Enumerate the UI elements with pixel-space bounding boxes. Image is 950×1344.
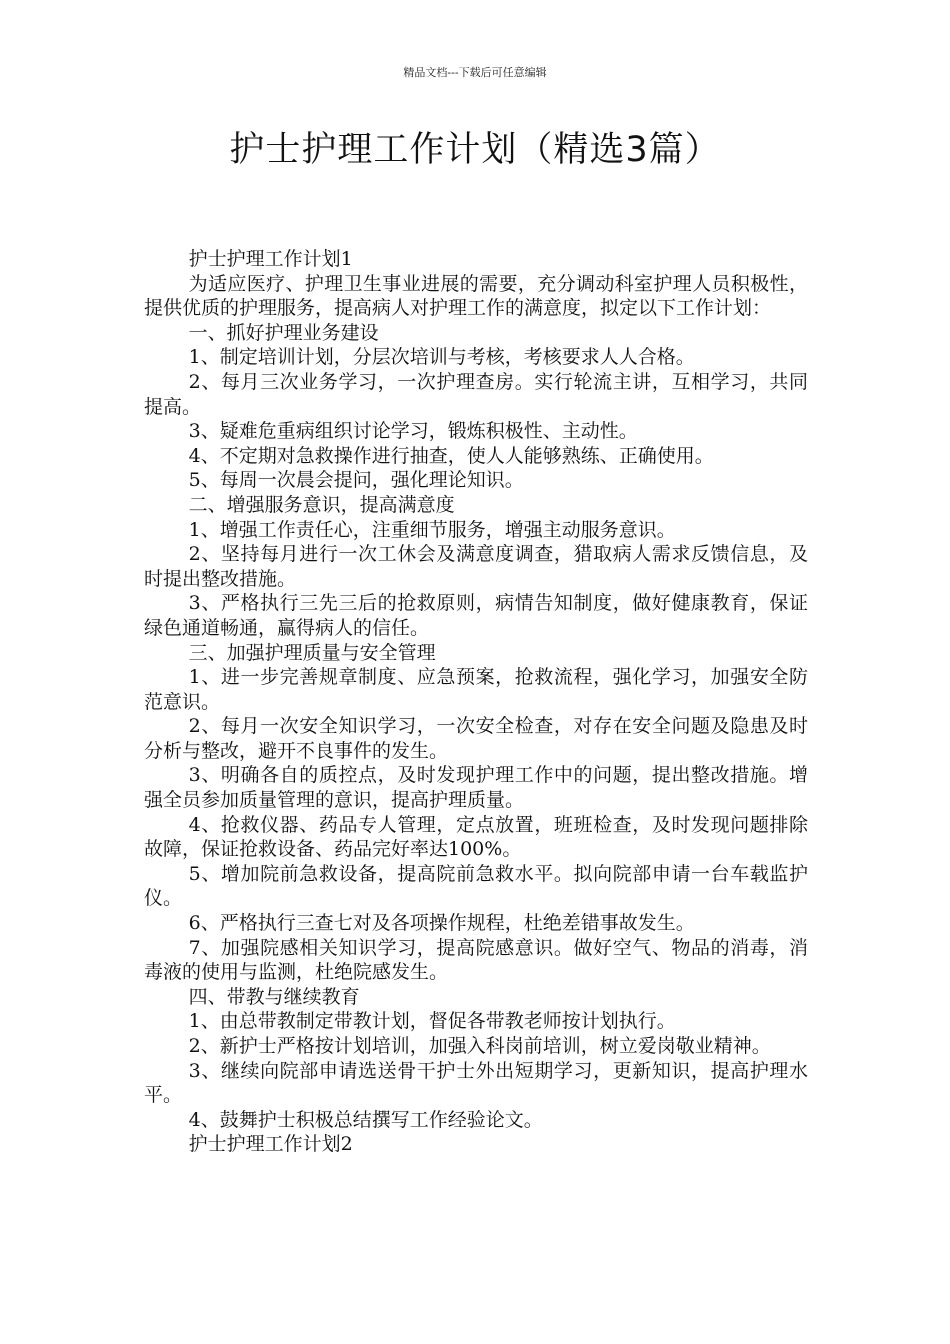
section-heading: 四、带教与继续教育 — [188, 985, 360, 1008]
paragraph: 2、每月三次业务学习，一次护理查房。实行轮流主讲，互相学习，共同提高。 — [144, 370, 808, 418]
paragraph: 4、不定期对急救操作进行抽查，使人人能够熟练、正确使用。 — [188, 444, 714, 467]
paragraph: 1、增强工作责任心，注重细节服务，增强主动服务意识。 — [188, 518, 676, 541]
section-heading: 护士护理工作计划1 — [188, 248, 353, 270]
paragraph: 4、鼓舞护士积极总结撰写工作经验论文。 — [188, 1108, 543, 1131]
paragraph: 2、每月一次安全知识学习，一次安全检查，对存在安全问题及隐患及时分析与整改，避开不良事件的发生。 — [144, 715, 808, 762]
paragraph: 3、疑难危重病组织讨论学习，锻炼积极性、主动性。 — [188, 420, 638, 443]
section-heading: 二、增强服务意识，提高满意度 — [188, 493, 455, 516]
section-heading: 三、加强护理质量与安全管理 — [188, 641, 436, 664]
paragraph: 5、增加院前急救设备，提高院前急救水平。拟向院部申请一台车载监护仪。 — [144, 862, 808, 910]
document-title: 护士护理工作计划（精选3篇） — [229, 130, 721, 170]
paragraph: 2、新护士严格按计划培训，加强入科岗前培训，树立爱岗敬业精神。 — [188, 1035, 771, 1057]
paragraph: 1、由总带教制定带教计划，督促各带教老师按计划执行。 — [188, 1010, 676, 1033]
paragraph: 1、进一步完善规章制度、应急预案，抢救流程，强化学习，加强安全防范意识。 — [144, 666, 808, 713]
paragraph: 2、坚持每月进行一次工休会及满意度调查，猎取病人需求反馈信息，及时提出整改措施。 — [144, 543, 808, 590]
header-note: 精品文档---下载后可任意编辑 — [403, 66, 547, 79]
paragraph: 为适应医疗、护理卫生事业进展的需要，充分调动科室护理人员积极性，提供优质的护理服务，提高病人对护理工作的满意度，拟定以下工作计划： — [144, 272, 808, 320]
document-body — [144, 247, 808, 1157]
paragraph: 3、继续向院部申请选送骨干护士外出短期学习，更新知识，提高护理水平。 — [144, 1059, 808, 1107]
paragraph: 1、制定培训计划，分层次培训与考核，考核要求人人合格。 — [188, 346, 695, 369]
section-heading: 护士护理工作计划2 — [188, 1133, 353, 1156]
paragraph: 4、抢救仪器、药品专人管理，定点放置，班班检查，及时发现问题排除故障，保证抢救设备、药品完好率达100%。 — [144, 813, 808, 861]
section-heading: 一、抓好护理业务建设 — [188, 321, 379, 344]
paragraph: 3、明确各自的质控点，及时发现护理工作中的问题，提出整改措施。增强全员参加质量管理的意识，提高护理质量。 — [144, 764, 808, 812]
paragraph: 3、严格执行三先三后的抢救原则，病情告知制度，做好健康教育，保证绿色通道畅通，赢得病人的信任。 — [144, 592, 808, 639]
paragraph: 6、严格执行三查七对及各项操作规程，杜绝差错事故发生。 — [188, 912, 695, 935]
paragraph: 5、每周一次晨会提问，强化理论知识。 — [188, 469, 524, 492]
paragraph: 7、加强院感相关知识学习，提高院感意识。做好空气、物品的消毒，消毒液的使用与监测，杜绝院感发生。 — [144, 936, 808, 984]
